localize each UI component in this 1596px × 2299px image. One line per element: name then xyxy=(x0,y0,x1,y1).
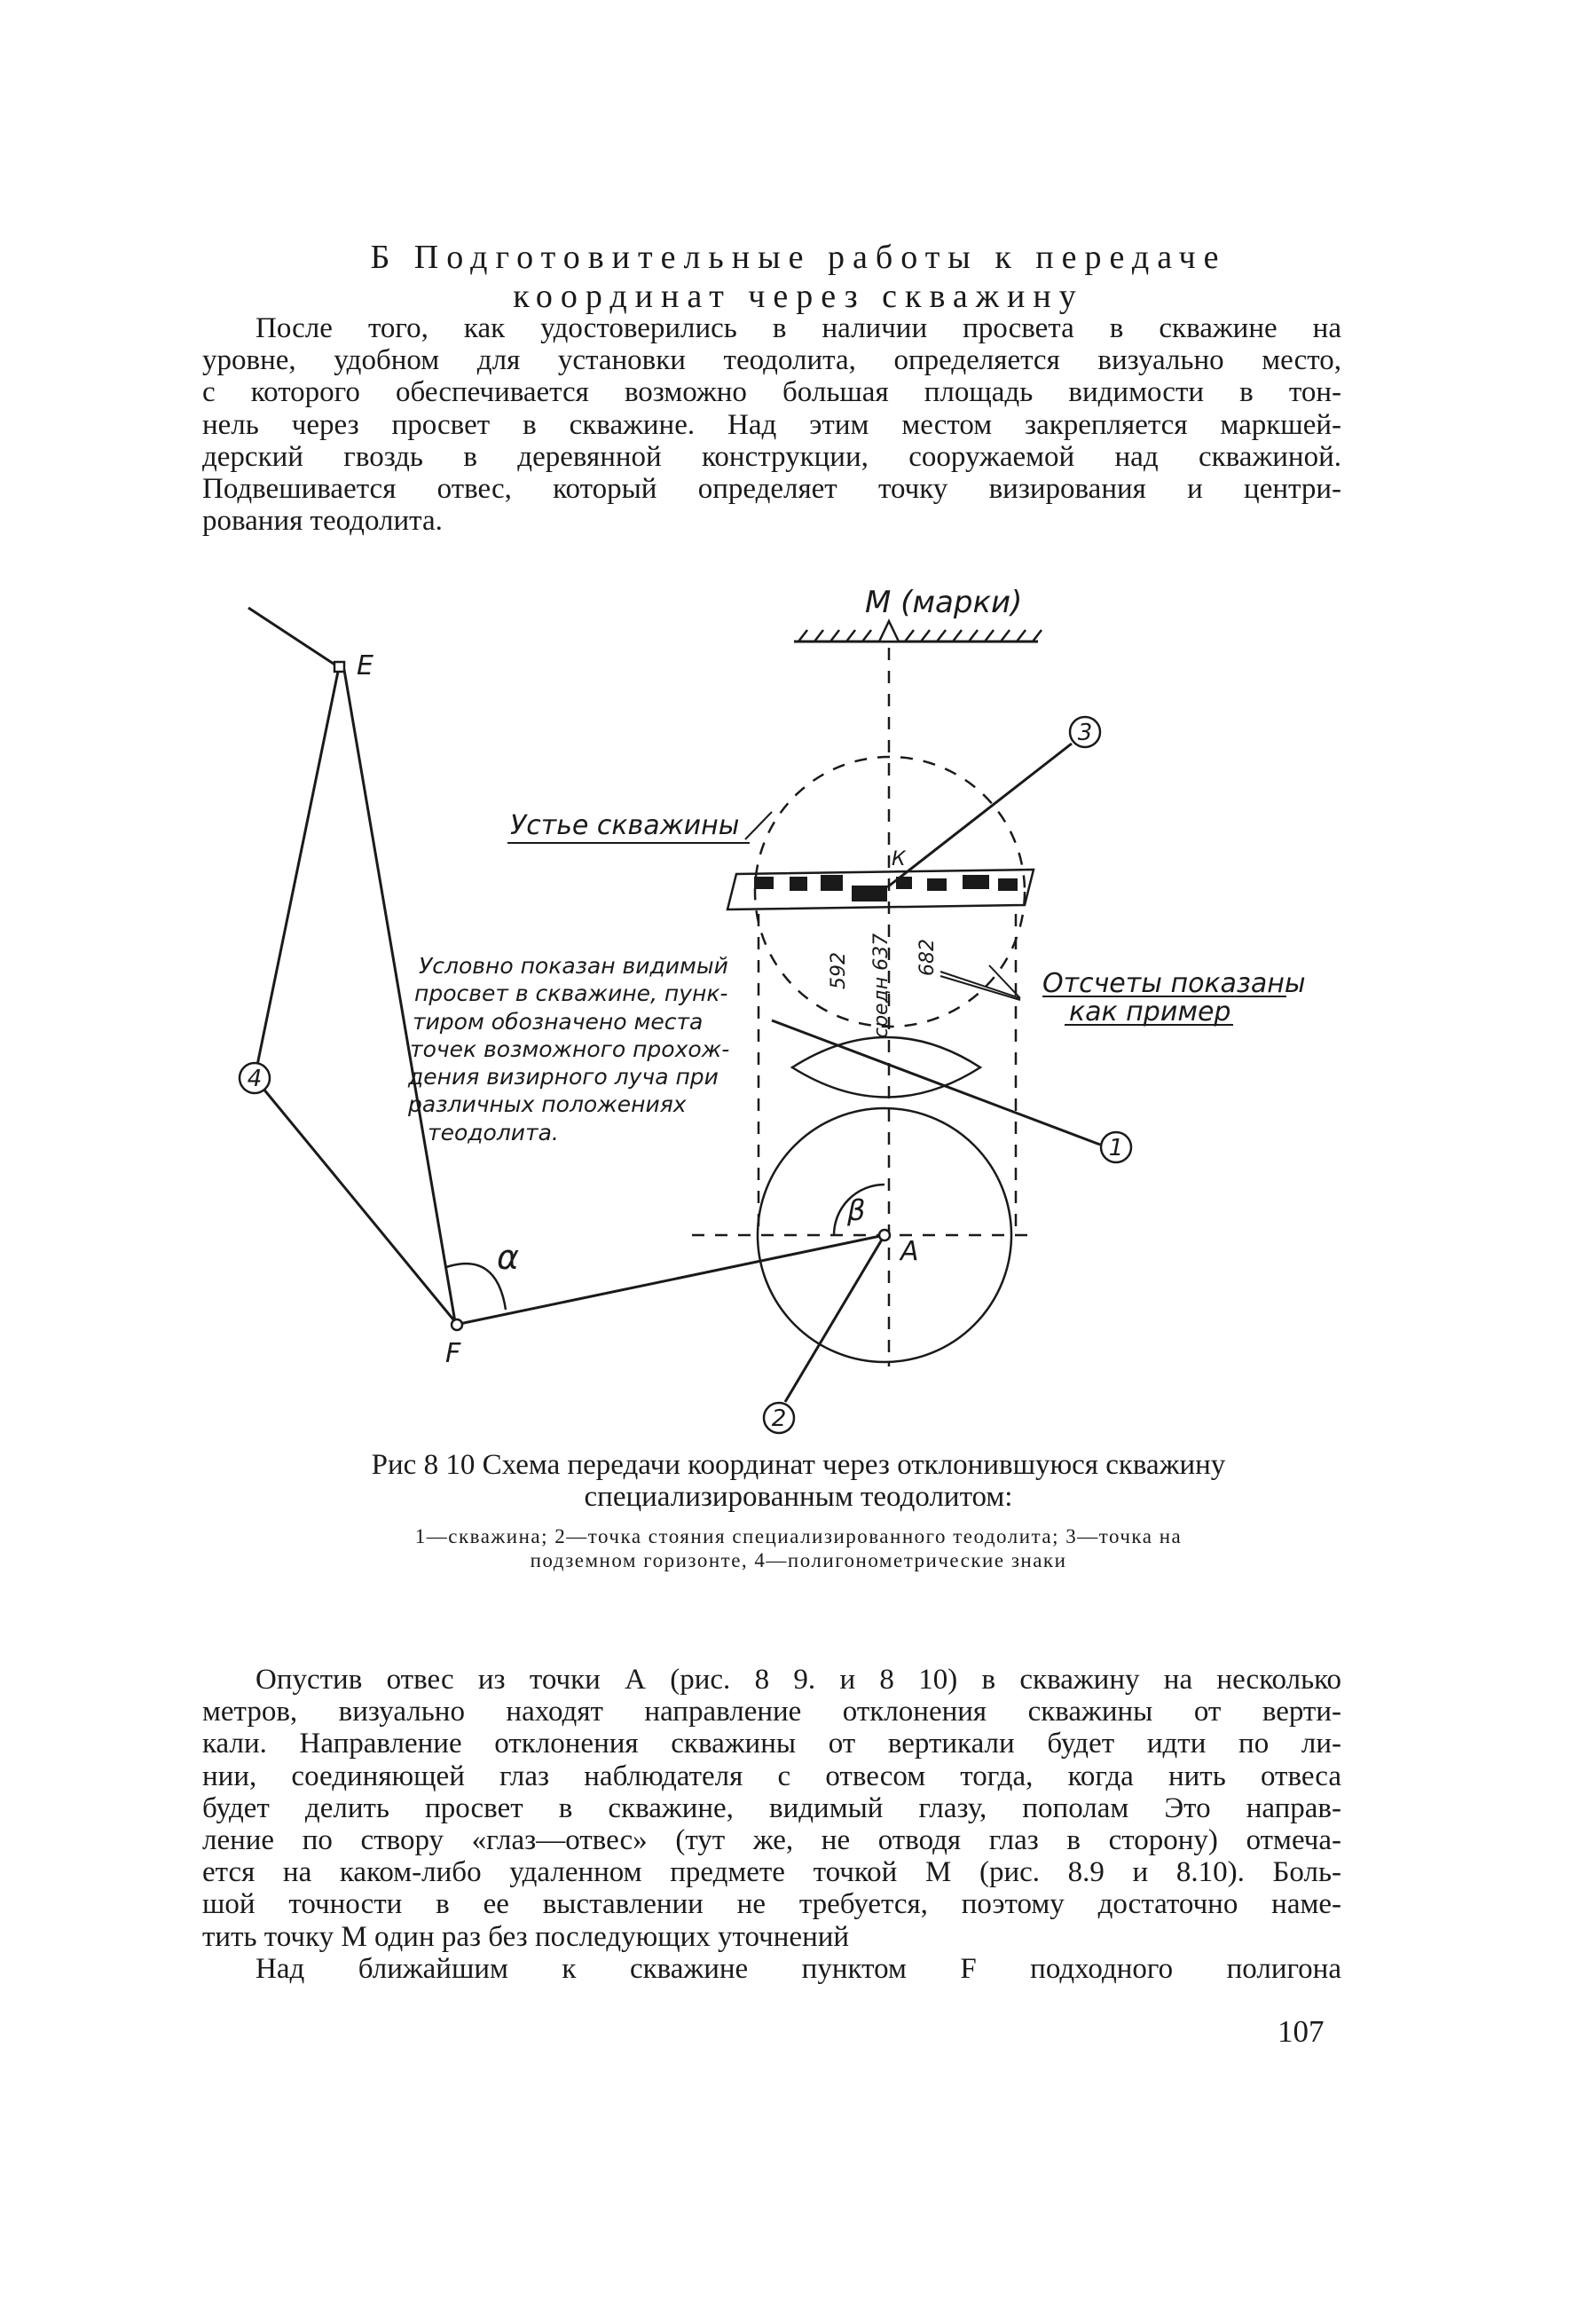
text-line: кали. Направление отклонения скважины от вертикали будет идти по ли- xyxy=(202,1728,1341,1760)
marker-4-label: 4 xyxy=(247,1066,263,1092)
point-e-marker xyxy=(334,662,344,672)
traverse-line-f-a xyxy=(460,1235,884,1324)
gap-note-line: теодолита. xyxy=(428,1120,559,1146)
marker-triangle xyxy=(879,621,899,642)
legend-line-2: подземном горизонте, 4—полигонометрические знаки xyxy=(530,1549,1067,1571)
reading-leader xyxy=(940,976,1020,1000)
plank-blocks xyxy=(754,875,1018,901)
text-line: дерский гвоздь в деревянной конструкции, сооружаемой над скважиной. xyxy=(202,440,1341,473)
reading-682: 682 xyxy=(916,939,939,976)
text-line: ление по створу «глаз—отвес» (тут же, не отводя глаз в сторону) отмеча- xyxy=(202,1824,1341,1857)
marker-surface-hatching xyxy=(798,630,1042,642)
text-line: будет делить просвет в скважине, видимый глазу, пополам Это направ- xyxy=(202,1791,1341,1824)
gap-note-line: дения визирного луча при xyxy=(408,1064,719,1090)
text-line: После того, как удостоверились в наличии просвета в скважине на xyxy=(256,312,1341,344)
text-line: рования теодолита. xyxy=(202,505,443,538)
text-line: Опустив отвес из точки А (рис. 8 9. и 8 10) в скважину на несколько xyxy=(256,1664,1341,1696)
mouth-label-leader xyxy=(745,812,772,839)
reading-mean: средн 637 xyxy=(870,933,892,1038)
figure-caption xyxy=(204,1449,1393,1513)
gap-note-line: просвет в скважине, пунк- xyxy=(414,980,728,1006)
legend-line-1: 1—скважина; 2—точка стояния специализированного теодолита; 3—точка на xyxy=(414,1525,1183,1547)
point-f-marker xyxy=(452,1319,462,1330)
text-line: ется на каком-либо удаленном предмете точкой М (рис. 8.9 и 8.10). Боль- xyxy=(202,1856,1341,1889)
marker-3-label: 3 xyxy=(1077,720,1093,746)
text-line: шой точности в ее выставлении не требуется, поэтому достаточно наме- xyxy=(202,1888,1341,1921)
text-line: нель через просвет в скважине. Над этим местом закрепляется маркшей- xyxy=(202,408,1341,441)
section-heading-line-2: координат через скважину xyxy=(513,278,1084,315)
gap-note-line: различных положениях xyxy=(408,1091,687,1117)
marker-2-label: 2 xyxy=(771,1405,787,1432)
point-a-marker xyxy=(879,1230,890,1240)
text-line: тить точку М один раз без последующих уточнений xyxy=(202,1920,850,1953)
page-number: 107 xyxy=(1278,2014,1325,2049)
gap-note-line: точек возможного прохож- xyxy=(410,1036,730,1062)
gap-note-line: тиром обозначено места xyxy=(413,1009,704,1035)
marks-label: М (марки) xyxy=(865,585,1023,620)
readings-note-line-2: как пример xyxy=(1069,996,1231,1027)
beta-label: β xyxy=(847,1193,866,1227)
text-line: нии, соединяющей глаз наблюдателя с отвесом тогда, когда нить отвеса xyxy=(202,1760,1341,1792)
text-line: уровне, удобном для установки теодолита, определяется визуально место, xyxy=(202,344,1341,377)
point-k-label: К xyxy=(892,848,906,870)
readings-note-line-1: Отсчеты показаны xyxy=(1042,968,1306,999)
point-f-label: F xyxy=(445,1338,461,1369)
text-line: с которого обеспечивается возможно большая площадь видимости в тон- xyxy=(202,376,1341,409)
point-e-label: Е xyxy=(357,650,373,681)
caption-line-1: Рис 8 10 Схема передачи координат через отклонившуюся скважину xyxy=(371,1449,1226,1481)
alpha-label: α xyxy=(497,1238,520,1277)
caption-line-2: специализированным теодолитом: xyxy=(584,1481,1013,1513)
traverse-line-e-4 xyxy=(255,667,339,1078)
borehole-mouth-label: Устье скважины xyxy=(510,810,740,841)
text-line: Над ближайшим к скважине пунктом F подходного полигона xyxy=(256,1952,1341,1985)
section-heading-line-1: Б Подготовительные работы к передаче xyxy=(370,239,1227,276)
gap-note-line: Условно показан видимый xyxy=(419,953,728,979)
traverse-line-to-e xyxy=(248,608,339,667)
body-paragraph xyxy=(202,1664,1341,1985)
reading-592: 592 xyxy=(828,952,850,989)
text-line: метров, визуально находят направление отклонения скважины от верти- xyxy=(202,1696,1341,1728)
figure-legend xyxy=(204,1524,1393,1572)
point-a-label: А xyxy=(900,1236,919,1267)
line-to-marker-2 xyxy=(785,1235,884,1402)
text-line: Подвешивается отвес, который определяет точку визирования и центри- xyxy=(202,473,1341,506)
marker-1-label: 1 xyxy=(1108,1135,1124,1161)
line-to-marker-3 xyxy=(887,744,1072,887)
